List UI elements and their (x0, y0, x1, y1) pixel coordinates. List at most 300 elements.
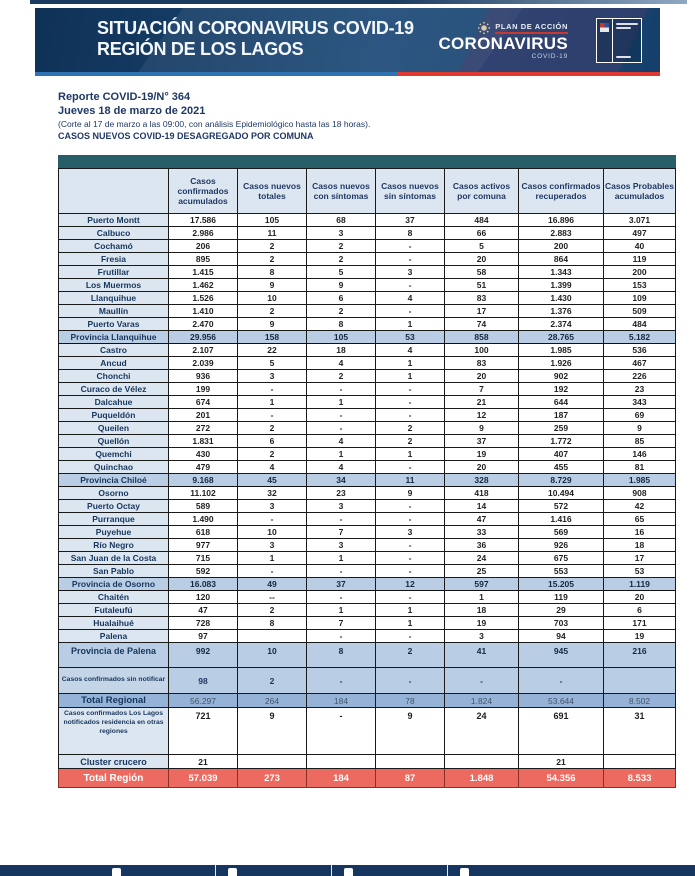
cell-value: 9 (238, 318, 307, 331)
column-header: Casos confirmados recuperados (519, 169, 604, 214)
cell-value: - (376, 500, 445, 513)
table-row (59, 708, 676, 755)
cell-value: 74 (445, 318, 519, 331)
cell-value: 2 (238, 240, 307, 253)
cell-value: 12 (376, 578, 445, 591)
cell-value: 158 (238, 331, 307, 344)
cell-value: 28.765 (519, 331, 604, 344)
report-meta (58, 90, 370, 143)
cell-value: 902 (519, 370, 604, 383)
row-label: Dalcahue (59, 396, 169, 409)
row-label: Frutillar (59, 266, 169, 279)
cell-value: 4 (376, 344, 445, 357)
cell-value: 455 (519, 461, 604, 474)
column-header: Casos nuevos con síntomas (307, 169, 376, 214)
cell-value: 8 (307, 643, 376, 668)
table-row (59, 630, 676, 643)
cell-value: 109 (604, 292, 676, 305)
banner-titles (97, 18, 414, 60)
cell-value: 2 (238, 253, 307, 266)
footer-segment (448, 865, 564, 876)
row-label: Total Región (59, 769, 169, 788)
cell-value: - (519, 668, 604, 694)
cell-value: 1.985 (604, 474, 676, 487)
row-label: Puerto Montt (59, 214, 169, 227)
cell-value: - (238, 383, 307, 396)
table-row (59, 769, 676, 788)
cell-value: 100 (445, 344, 519, 357)
row-label: Osorno (59, 487, 169, 500)
cell-value: 1.410 (169, 305, 238, 318)
table-row (59, 617, 676, 630)
cell-value: 187 (519, 409, 604, 422)
cell-value: 1.490 (169, 513, 238, 526)
table-row (59, 487, 676, 500)
footer-segment (216, 865, 332, 876)
table-row (59, 383, 676, 396)
cell-value: 78 (376, 694, 445, 708)
row-label: Quinchao (59, 461, 169, 474)
cell-value: 25 (445, 565, 519, 578)
table-row (59, 539, 676, 552)
cell-value: 1 (376, 448, 445, 461)
cell-value: - (445, 668, 519, 694)
cell-value: 992 (169, 643, 238, 668)
cell-value: 37 (307, 578, 376, 591)
cell-value: 146 (604, 448, 676, 461)
row-label: Puqueldón (59, 409, 169, 422)
cell-value: 945 (519, 643, 604, 668)
cell-value: 85 (604, 435, 676, 448)
cell-value: 703 (519, 617, 604, 630)
cell-value: - (238, 409, 307, 422)
covid19-sublabel: COVID-19 (531, 52, 568, 60)
cell-value: 1.526 (169, 292, 238, 305)
cell-value: - (376, 279, 445, 292)
table-row (59, 435, 676, 448)
cell-value: 216 (604, 643, 676, 668)
cell-value: - (376, 565, 445, 578)
cell-value: 18 (307, 344, 376, 357)
cell-value: 9 (238, 279, 307, 292)
cell-value: 1 (307, 396, 376, 409)
cell-value: 597 (445, 578, 519, 591)
cell-value: 21 (169, 755, 238, 769)
cell-value: 728 (169, 617, 238, 630)
cell-value: 858 (445, 331, 519, 344)
cell-value: 467 (604, 357, 676, 370)
cell-value: 11 (376, 474, 445, 487)
row-label: San Pablo (59, 565, 169, 578)
footer-social-bar (0, 865, 695, 876)
corner-header-cell (59, 169, 169, 214)
cell-value: 31 (604, 708, 676, 755)
cell-value: - (376, 305, 445, 318)
cell-value: - (376, 396, 445, 409)
cell-value: 2.374 (519, 318, 604, 331)
cell-value: 2 (376, 422, 445, 435)
cell-value: 18 (445, 604, 519, 617)
report-section-title: CASOS NUEVOS COVID-19 DESAGREGADO POR COMUNA (58, 131, 314, 142)
row-label: Calbuco (59, 227, 169, 240)
cell-value: 721 (169, 708, 238, 755)
row-label: San Juan de la Costa (59, 552, 169, 565)
cell-value: 200 (519, 240, 604, 253)
cell-value: 264 (238, 694, 307, 708)
cell-value: 484 (445, 214, 519, 227)
table-row (59, 448, 676, 461)
coronavirus-wordmark: CORONAVIRUS (438, 34, 568, 53)
row-label: Puyehue (59, 526, 169, 539)
cell-value: 6 (238, 435, 307, 448)
cell-value: 407 (519, 448, 604, 461)
cell-value: 1.343 (519, 266, 604, 279)
cell-value: 20 (445, 461, 519, 474)
cell-value: 10 (238, 292, 307, 305)
facebook-icon[interactable] (228, 868, 237, 876)
row-label: Palena (59, 630, 169, 643)
cell-value: 3 (376, 526, 445, 539)
cell-value: - (376, 240, 445, 253)
cell-value: 2 (307, 253, 376, 266)
cell-value: - (307, 383, 376, 396)
row-label: Provincia Chiloé (59, 474, 169, 487)
cell-value: 83 (445, 292, 519, 305)
cell-value: 6 (604, 604, 676, 617)
cell-value: 343 (604, 396, 676, 409)
cell-value: 16.083 (169, 578, 238, 591)
cell-value: - (376, 668, 445, 694)
cell-value: 8 (376, 227, 445, 240)
top-divider-line (30, 0, 687, 4)
cell-value: 592 (169, 565, 238, 578)
cell-value: 675 (519, 552, 604, 565)
cell-value: 484 (604, 318, 676, 331)
table-row (59, 526, 676, 539)
cell-value: 54.356 (519, 769, 604, 788)
cell-value: 49 (238, 578, 307, 591)
cell-value: 15.205 (519, 578, 604, 591)
cell-value: - (307, 513, 376, 526)
cell-value: 1.430 (519, 292, 604, 305)
cell-value: 479 (169, 461, 238, 474)
cell-value: - (307, 708, 376, 755)
cell-value: 1 (445, 591, 519, 604)
cell-value: 674 (169, 396, 238, 409)
linkedin-icon[interactable] (344, 868, 353, 876)
cell-value: 2 (376, 643, 445, 668)
cell-value: - (376, 513, 445, 526)
row-label: Futaleufú (59, 604, 169, 617)
row-label: Purranque (59, 513, 169, 526)
cell-value: 3 (238, 500, 307, 513)
cell-value (604, 668, 676, 694)
cell-value: 9 (604, 422, 676, 435)
report-cutoff-note: (Corte al 17 de marzo a las 09:00, con análisis Epidemiológico hasta las 18 horas). (58, 118, 371, 129)
row-label: Total Regional (59, 694, 169, 708)
table-row (59, 253, 676, 266)
cell-value: - (376, 552, 445, 565)
cell-value: 17.586 (169, 214, 238, 227)
cell-value: 908 (604, 487, 676, 500)
cell-value: 29.956 (169, 331, 238, 344)
cell-value: 105 (307, 331, 376, 344)
banner-title-line1: SITUACIÓN CORONAVIRUS COVID-19 (97, 18, 414, 38)
table-row (59, 668, 676, 694)
cell-value: 2 (376, 435, 445, 448)
cell-value: 7 (307, 526, 376, 539)
cell-value: 536 (604, 344, 676, 357)
column-header: Casos confirmados acumulados (169, 169, 238, 214)
cell-value: 98 (169, 668, 238, 694)
table-row (59, 500, 676, 513)
cell-value: 97 (169, 630, 238, 643)
cell-value: 3 (238, 539, 307, 552)
cell-value: 16 (604, 526, 676, 539)
table-top-band (59, 156, 676, 169)
cell-value: 3.071 (604, 214, 676, 227)
instagram-icon[interactable] (460, 868, 469, 876)
cell-value: - (376, 630, 445, 643)
cell-value: 20 (604, 591, 676, 604)
cell-value: 17 (604, 552, 676, 565)
table-row (59, 591, 676, 604)
table-row (59, 227, 676, 240)
cell-value: 1.824 (445, 694, 519, 708)
cell-value: 926 (519, 539, 604, 552)
cell-value: 572 (519, 500, 604, 513)
table-row (59, 370, 676, 383)
cell-value: 19 (445, 617, 519, 630)
cell-value: 45 (238, 474, 307, 487)
header-banner (35, 8, 660, 72)
cell-value: 3 (445, 630, 519, 643)
table-row (59, 755, 676, 769)
cell-value: 53 (604, 565, 676, 578)
cell-value: 569 (519, 526, 604, 539)
cell-value: 11.102 (169, 487, 238, 500)
column-header: Casos Probables acumulados (604, 169, 676, 214)
cell-value: 23 (604, 383, 676, 396)
cell-value: 68 (307, 214, 376, 227)
table-row (59, 214, 676, 227)
twitter-icon[interactable] (112, 868, 121, 876)
cell-value: 47 (445, 513, 519, 526)
cell-value: 1 (376, 318, 445, 331)
table-row (59, 643, 676, 668)
cell-value: 3 (307, 500, 376, 513)
column-header: Casos activos por comuna (445, 169, 519, 214)
cell-value: 5.182 (604, 331, 676, 344)
cell-value: - (238, 565, 307, 578)
row-label: Puerto Octay (59, 500, 169, 513)
cell-value: 259 (519, 422, 604, 435)
cell-value: 12 (445, 409, 519, 422)
cell-value: 66 (445, 227, 519, 240)
cell-value: 1 (307, 604, 376, 617)
cell-value: - (376, 383, 445, 396)
row-label: Fresia (59, 253, 169, 266)
cell-value: 171 (604, 617, 676, 630)
cell-value: 2.883 (519, 227, 604, 240)
footer-segment (100, 865, 216, 876)
row-label: Río Negro (59, 539, 169, 552)
cell-value: 5 (307, 266, 376, 279)
cell-value: - (376, 591, 445, 604)
table-row (59, 240, 676, 253)
cell-value: 2 (238, 448, 307, 461)
report-date: Jueves 18 de marzo de 2021 (58, 105, 206, 118)
cell-value: 10 (238, 643, 307, 668)
cell-value: 65 (604, 513, 676, 526)
cell-value: - (307, 591, 376, 604)
cell-value: 1.926 (519, 357, 604, 370)
row-label: Los Muermos (59, 279, 169, 292)
table-row (59, 552, 676, 565)
table-row (59, 694, 676, 708)
cell-value: 105 (238, 214, 307, 227)
cell-value: 589 (169, 500, 238, 513)
cell-value: 977 (169, 539, 238, 552)
cell-value: 3 (376, 266, 445, 279)
cell-value: 192 (519, 383, 604, 396)
cell-value: 1.985 (519, 344, 604, 357)
cell-value: 2 (238, 305, 307, 318)
cell-value: 119 (519, 591, 604, 604)
cell-value: 618 (169, 526, 238, 539)
cell-value: 6 (307, 292, 376, 305)
cell-value: 2.986 (169, 227, 238, 240)
row-label: Provincia de Osorno (59, 578, 169, 591)
cell-value: 1 (307, 552, 376, 565)
row-label: Puerto Varas (59, 318, 169, 331)
cell-value: 691 (519, 708, 604, 755)
table-row (59, 474, 676, 487)
cell-value: 4 (307, 435, 376, 448)
cell-value: 24 (445, 552, 519, 565)
banner-title-line2: REGIÓN DE LOS LAGOS (97, 39, 304, 59)
cell-value: 2.107 (169, 344, 238, 357)
cell-value: 53.644 (519, 694, 604, 708)
cell-value: 1.462 (169, 279, 238, 292)
report-number: Reporte COVID-19/N° 364 (58, 91, 191, 103)
cell-value: 1 (238, 552, 307, 565)
cell-value: 328 (445, 474, 519, 487)
cell-value: 1.376 (519, 305, 604, 318)
cell-value: - (307, 668, 376, 694)
cell-value: 10 (238, 526, 307, 539)
cell-value (238, 630, 307, 643)
cell-value: 864 (519, 253, 604, 266)
cell-value: 2 (307, 305, 376, 318)
cell-value: 42 (604, 500, 676, 513)
cell-value: 4 (307, 357, 376, 370)
cell-value: 4 (307, 461, 376, 474)
cell-value: 20 (445, 253, 519, 266)
column-header: Casos nuevos totales (238, 169, 307, 214)
cell-value: 56.297 (169, 694, 238, 708)
cell-value: 1.772 (519, 435, 604, 448)
row-label: Castro (59, 344, 169, 357)
table-row (59, 331, 676, 344)
cell-value: 1.831 (169, 435, 238, 448)
cell-value: 36 (445, 539, 519, 552)
cell-value: 10.494 (519, 487, 604, 500)
cell-value: 87 (376, 769, 445, 788)
row-label: Cochamó (59, 240, 169, 253)
cell-value: 20 (445, 370, 519, 383)
cell-value: 19 (604, 630, 676, 643)
row-label: Provincia Llanquihue (59, 331, 169, 344)
cell-value: 1 (376, 357, 445, 370)
cell-value: 1 (307, 448, 376, 461)
column-header: Casos nuevos sin síntomas (376, 169, 445, 214)
table-row (59, 422, 676, 435)
cell-value: 8 (238, 266, 307, 279)
cell-value (376, 755, 445, 769)
cell-value: 8.533 (604, 769, 676, 788)
cell-value (307, 755, 376, 769)
cell-value: - (238, 513, 307, 526)
cell-value: 200 (604, 266, 676, 279)
cell-value: 1.415 (169, 266, 238, 279)
cell-value (238, 755, 307, 769)
table-header-row (59, 169, 676, 214)
cell-value: 18 (604, 539, 676, 552)
table-row (59, 305, 676, 318)
cell-value: - (376, 409, 445, 422)
cell-value: 2.470 (169, 318, 238, 331)
cell-value: - (307, 422, 376, 435)
cell-value: 206 (169, 240, 238, 253)
virus-icon (477, 21, 491, 35)
table-row (59, 604, 676, 617)
cell-value: - (307, 409, 376, 422)
cell-value: 1.119 (604, 578, 676, 591)
cell-value: 184 (307, 694, 376, 708)
cell-value: 47 (169, 604, 238, 617)
table-row (59, 357, 676, 370)
cell-value: 37 (445, 435, 519, 448)
cell-value: 8.729 (519, 474, 604, 487)
row-label: Casos confirmados Los Lagos notificados residencia en otras regiones (59, 708, 169, 755)
cell-value: 53 (376, 331, 445, 344)
cell-value: 418 (445, 487, 519, 500)
table-row (59, 513, 676, 526)
cell-value: 119 (604, 253, 676, 266)
cell-value: 4 (376, 292, 445, 305)
cell-value: 9 (307, 279, 376, 292)
row-label: Chaitén (59, 591, 169, 604)
cell-value: 37 (376, 214, 445, 227)
cell-value: 1.848 (445, 769, 519, 788)
cell-value (604, 755, 676, 769)
cell-value: 8 (307, 318, 376, 331)
cell-value: 201 (169, 409, 238, 422)
cell-value: 9 (445, 422, 519, 435)
cell-value: 58 (445, 266, 519, 279)
row-label: Hualaihué (59, 617, 169, 630)
cell-value: 94 (519, 630, 604, 643)
cell-value: 2 (238, 422, 307, 435)
cell-value: 34 (307, 474, 376, 487)
cell-value: 1 (376, 617, 445, 630)
cell-value: 509 (604, 305, 676, 318)
plan-de-accion-label: PLAN DE ACCIÓN (495, 22, 568, 34)
row-label: Llanquihue (59, 292, 169, 305)
plan-de-accion-brand (438, 21, 568, 60)
cell-value: 17 (445, 305, 519, 318)
